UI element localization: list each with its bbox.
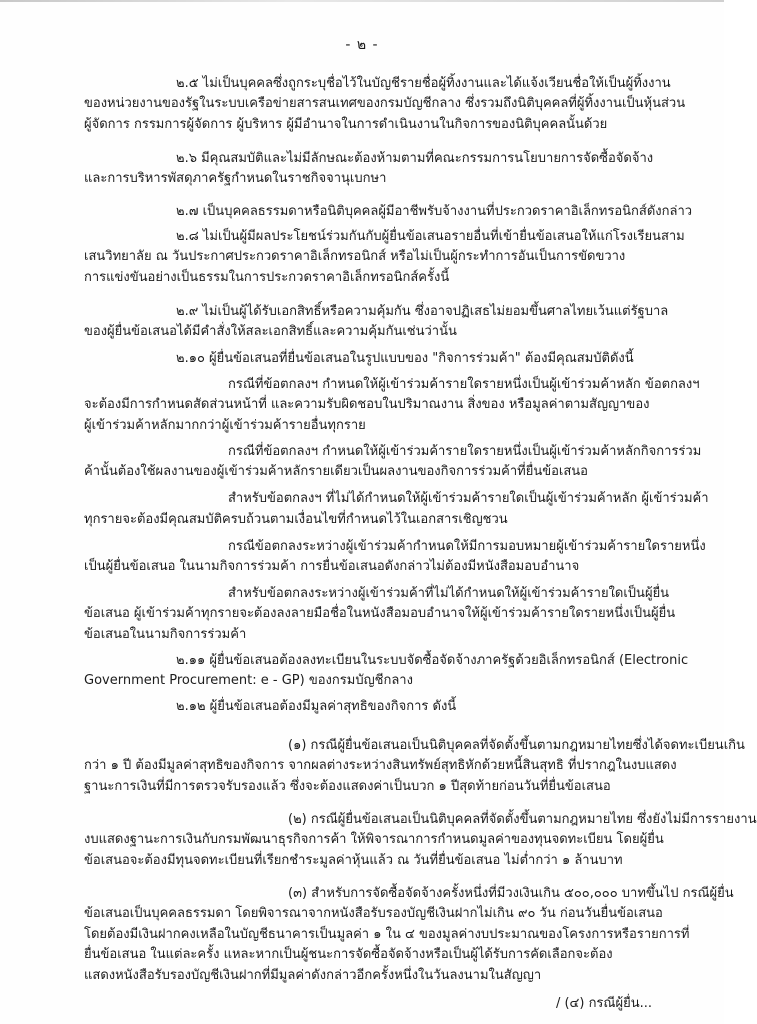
body-line: ๒.๖ มีคุณสมบัติและไม่มีลักษณะต้องห้ามตามที่คณะกรรมการนโยบายการจัดซื้อจัดจ้าง <box>176 151 654 166</box>
body-line: (๓) สำหรับการจัดซื้อจัดจ้างครั้งหนึ่งที่มีวงเงินเกิน ๕๐๐,๐๐๐ บาทขึ้นไป กรณีผู้ยื่น <box>288 886 734 901</box>
body-line: ๒.๕ ไม่เป็นบุคคลซึ่งถูกระบุชื่อไว้ในบัญชีรายชื่อผู้ทิ้งงานและได้แจ้งเวียนชื่อให้เป็นผู้ทิ้งงาน <box>176 76 671 91</box>
body-line: ข้อเสนอในนามกิจการร่วมค้า <box>84 627 247 642</box>
body-line: ข้อเสนอจะต้องมีทุนจดทะเบียนที่เรียกชำระมูลค่าหุ้นแล้ว ณ วันที่ยื่นข้อเสนอ ไม่ต่ำกว่า ๑ ล้านบาท <box>84 853 623 868</box>
continuation-note: / (๔) กรณีผู้ยื่น... <box>555 996 652 1011</box>
scan-edge <box>0 0 724 2</box>
page-number: - ๒ - <box>345 37 379 53</box>
body-line: โดยต้องมีเงินฝากคงเหลือในบัญชีธนาคารเป็นมูลค่า ๑ ใน ๔ ของมูลค่างบประมาณของโครงการหรือรายการที่ <box>84 927 690 942</box>
body-line: Government Procurement: e - GP) ของกรมบัญชีกลาง <box>84 673 413 688</box>
body-line: (๑) กรณีผู้ยื่นข้อเสนอเป็นนิติบุคคลที่จัดตั้งขึ้นตามกฎหมายไทยซึ่งได้จดทะเบียนเกิน <box>288 738 745 753</box>
body-line: ๒.๗ เป็นบุคคลธรรมดาหรือนิติบุคคลผู้มีอาชีพรับจ้างงานที่ประกวดราคาอิเล็กทรอนิกส์ดังกล่าว <box>176 204 693 219</box>
body-line: ๒.๙ ไม่เป็นผู้ได้รับเอกสิทธิ์หรือความคุ้มกัน ซึ่งอาจปฏิเสธไม่ยอมขึ้นศาลไทยเว้นแต่รัฐบาล <box>176 304 669 319</box>
body-line: ๒.๑๒ ผู้ยื่นข้อเสนอต้องมีมูลค่าสุทธิของกิจการ ดังนี้ <box>176 699 457 714</box>
body-line: ข้อเสนอ ผู้เข้าร่วมค้าทุกรายจะต้องลงลายมือชื่อในหนังสือมอบอำนาจให้ผู้เข้าร่วมค้ารายใดรายหนึ่งเป็นผู้ยื่น <box>84 606 676 621</box>
body-line: ๒.๑๐ ผู้ยื่นข้อเสนอที่ยื่นข้อเสนอในรูปแบบของ "กิจการร่วมค้า" ต้องมีคุณสมบัติดังนี้ <box>176 351 634 366</box>
body-line: กรณีข้อตกลงระหว่างผู้เข้าร่วมค้ากำหนดให้มีการมอบหมายผู้เข้าร่วมค้ารายใดรายหนึ่ง <box>228 539 706 554</box>
body-line: ข้อเสนอเป็นบุคคลธรรมดา โดยพิจารณาจากหนังสือรับรองบัญชีเงินฝากไม่เกิน ๙๐ วัน ก่อนวันยื่นข้อเสนอ <box>84 906 663 921</box>
body-line: ผู้จัดการ กรรมการผู้จัดการ ผู้บริหาร ผู้มีอำนาจในการดำเนินงานในกิจการของนิติบุคคลนั้นด้วย <box>84 117 608 132</box>
body-line: ทุกรายจะต้องมีคุณสมบัติครบถ้วนตามเงื่อนไขที่กำหนดไว้ในเอกสารเชิญชวน <box>84 512 508 527</box>
body-line: แสดงหนังสือรับรองบัญชีเงินฝากที่มีมูลค่าดังกล่าวอีกครั้งหนึ่งในวันลงนามในสัญญา <box>84 968 542 983</box>
body-line: การแข่งขันอย่างเป็นธรรมในการประกวดราคาอิเล็กทรอนิกส์ครั้งนี้ <box>84 270 450 285</box>
body-line: ของหน่วยงานของรัฐในระบบเครือข่ายสารสนเทศของกรมบัญชีกลาง ซึ่งรวมถึงนิติบุคคลที่ผู้ทิ้งงานเป็นหุ้นส่วน <box>84 96 686 111</box>
body-line: กรณีที่ข้อตกลงฯ กำหนดให้ผู้เข้าร่วมค้ารายใดรายหนึ่งเป็นผู้เข้าร่วมค้าหลักกิจการร่วม <box>228 444 702 459</box>
body-line: และการบริหารพัสดุภาครัฐกำหนดในราชกิจจานุเบกษา <box>84 171 387 186</box>
body-line: เป็นผู้ยื่นข้อเสนอ ในนามกิจการร่วมค้า การยื่นข้อเสนอดังกล่าวไม่ต้องมีหนังสือมอบอำนาจ <box>84 559 580 574</box>
body-line: ๒.๑๑ ผู้ยื่นข้อเสนอต้องลงทะเบียนในระบบจัดซื้อจัดจ้างภาครัฐด้วยอิเล็กทรอนิกส์ (Electronic <box>176 653 689 668</box>
body-line: (๒) กรณีผู้ยื่นข้อเสนอเป็นนิติบุคคลที่จัดตั้งขึ้นตามกฎหมายไทย ซึ่งยังไม่มีการรายงาน <box>288 812 757 827</box>
body-line: จะต้องมีการกำหนดสัดส่วนหน้าที่ และความรับผิดชอบในปริมาณงาน สิ่งของ หรือมูลค่าตามสัญญาของ <box>84 397 650 412</box>
body-line: งบแสดงฐานะการเงินกับกรมพัฒนาธุรกิจการค้า ให้พิจารณาการกำหนดมูลค่าของทุนจดทะเบียน โดยผู้ยื่น <box>84 832 664 847</box>
body-line: ผู้เข้าร่วมค้าหลักมากกว่าผู้เข้าร่วมค้ารายอื่นทุกราย <box>84 418 366 433</box>
body-line: ฐานะการเงินที่มีการตรวจรับรองแล้ว ซึ่งจะต้องแสดงค่าเป็นบวก ๑ ปีสุดท้ายก่อนวันที่ยื่นข้อเสนอ <box>84 779 611 794</box>
body-line: ค้านั้นต้องใช้ผลงานของผู้เข้าร่วมค้าหลักรายเดียวเป็นผลงานของกิจการร่วมค้าที่ยื่นข้อเสนอ <box>84 464 588 479</box>
body-line: สำหรับข้อตกลงระหว่างผู้เข้าร่วมค้าที่ไม่ได้กำหนดให้ผู้เข้าร่วมค้ารายใดเป็นผู้ยื่น <box>228 586 670 601</box>
body-line: ๒.๘ ไม่เป็นผู้มีผลประโยชน์ร่วมกันกับผู้ยื่นข้อเสนอรายอื่นที่เข้ายื่นข้อเสนอให้แก่โรงเรียนสาม <box>176 229 685 244</box>
body-line: กว่า ๑ ปี ต้องมีมูลค่าสุทธิของกิจการ จากผลต่างระหว่างสินทรัพย์สุทธิหักด้วยหนี้สินสุทธิ ที่ปรากฎในงบแสดง <box>84 758 677 773</box>
body-line: ยื่นข้อเสนอ ในแต่ละครั้ง แหละหากเป็นผู้ชนะการจัดซื้อจัดจ้างหรือเป็นผู้ได้รับการคัดเลือกจะต้อง <box>84 947 613 962</box>
body-line: เสนวิทยาลัย ณ วันประกาศประกวดราคาอิเล็กทรอนิกส์ หรือไม่เป็นผู้กระทำการอันเป็นการขัดขวาง <box>84 249 626 264</box>
body-line: ของผู้ยื่นข้อเสนอได้มีคำสั่งให้สละเอกสิทธิ์และความคุ้มกันเช่นว่านั้น <box>84 324 457 339</box>
body-line: สำหรับข้อตกลงฯ ที่ไม่ได้กำหนดให้ผู้เข้าร่วมค้ารายใดเป็นผู้เข้าร่วมค้าหลัก ผู้เข้าร่วมค้า <box>228 491 709 506</box>
body-line: กรณีที่ข้อตกลงฯ กำหนดให้ผู้เข้าร่วมค้ารายใดรายหนึ่งเป็นผู้เข้าร่วมค้าหลัก ข้อตกลงฯ <box>228 377 700 392</box>
